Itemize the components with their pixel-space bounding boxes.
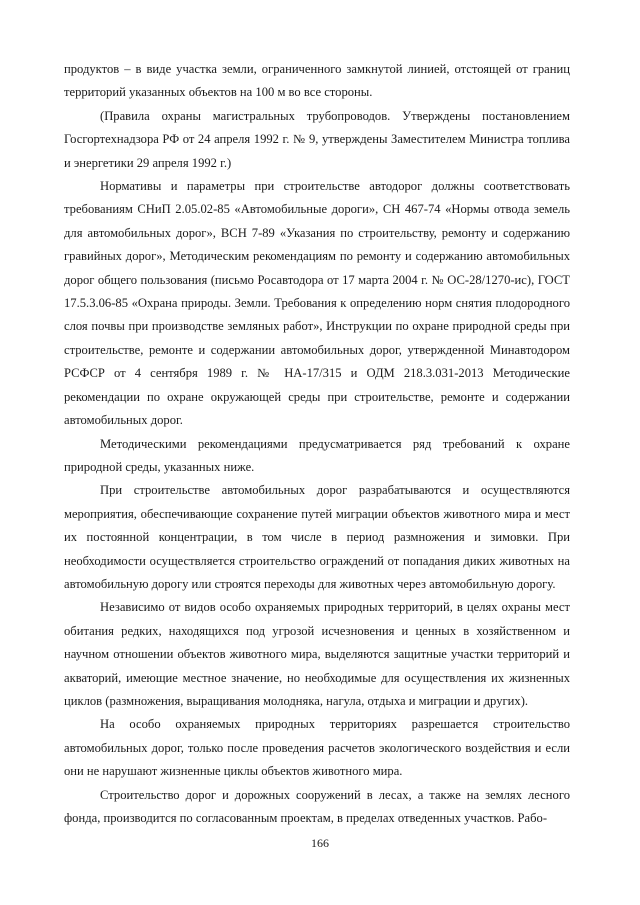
page-number: 166 bbox=[311, 836, 329, 850]
paragraph-protected-areas: Независимо от видов особо охраняемых природных территорий, в целях охраны мест обитания редких, находящихся под угрозой исчезновения и ценных в хозяйственном и научном отношении объектов животного мира, выделяются защитные участки территорий и акваторий, имеющие местное значение, но необходимые для осуществления их жизненных циклов (размножения, выращивания молодняка, нагула, отдыха и миграции и других). bbox=[64, 600, 570, 708]
document-page-body bbox=[64, 58, 570, 830]
paragraph-norms: Нормативы и параметры при строительстве автодорог должны соответствовать требованиям СНиП 2.05.02-85 «Автомобильные дороги», СН 467-74 «Нормы отвода земель для автомобильных дорог», ВСН 7-89 «Указания по строительству, ремонту и содержанию гравийных дорог», Методическим рекомендациям по ремонту и содержанию автомобильных дорог общего пользования (письмо Росавтодора от 17 марта 2004 г. № ОС-28/1270-ис), ГОСТ 17.5.3.06-85 «Охрана природы. Земли. Требования к определению норм снятия плодородного слоя почвы при производстве земляных работ», Инструкции по охране природной среды при строительстве, ремонте и содержании автомобильных дорог, утвержденной Минавтодором РСФСР от 4 сентября 1989 г. № НА-17/315 и ОДМ 218.3.031-2013 Методические рекомендации по охране окружающей среды при строительстве, ремонте и содержании автомобильных дорог. bbox=[64, 179, 570, 428]
paragraph-migration: При строительстве автомобильных дорог разрабатываются и осуществляются мероприятия, обеспечивающие сохранение путей миграции объектов животного мира и мест их постоянной концентрации, в том числе в период размножения и зимовки. При необходимости осуществляется строительство ограждений от попадания диких животных на автомобильную дорогу или строятся переходы для животных через автомобильную дорогу. bbox=[64, 483, 570, 591]
paragraph-forest-roads: Строительство дорог и дорожных сооружений в лесах, а также на землях лесного фонда, производится по согласованным проектам, в пределах отведенных участков. Рабо- bbox=[64, 787, 570, 825]
paragraph-construction-permission: На особо охраняемых природных территориях разрешается строительство автомобильных дорог, только после проведения расчетов экологического воздействия и если они не нарушают жизненные циклы объектов животного мира. bbox=[64, 717, 570, 779]
paragraph-source-note: (Правила охраны магистральных трубопроводов. Утверждены постановлением Госгортехнадзора РФ от 24 апреля 1992 г. № 9, утверждены Заместителем Министра топлива и энергетики 29 апреля 1992 г.) bbox=[64, 108, 570, 170]
paragraph-recommendations: Методическими рекомендациями предусматривается ряд требований к охране природной среды, указанных ниже. bbox=[64, 436, 570, 474]
paragraph-continuation: продуктов – в виде участка земли, ограниченного замкнутой линией, отстоящей от границ территорий указанных объектов на 100 м во все стороны. bbox=[64, 62, 570, 100]
